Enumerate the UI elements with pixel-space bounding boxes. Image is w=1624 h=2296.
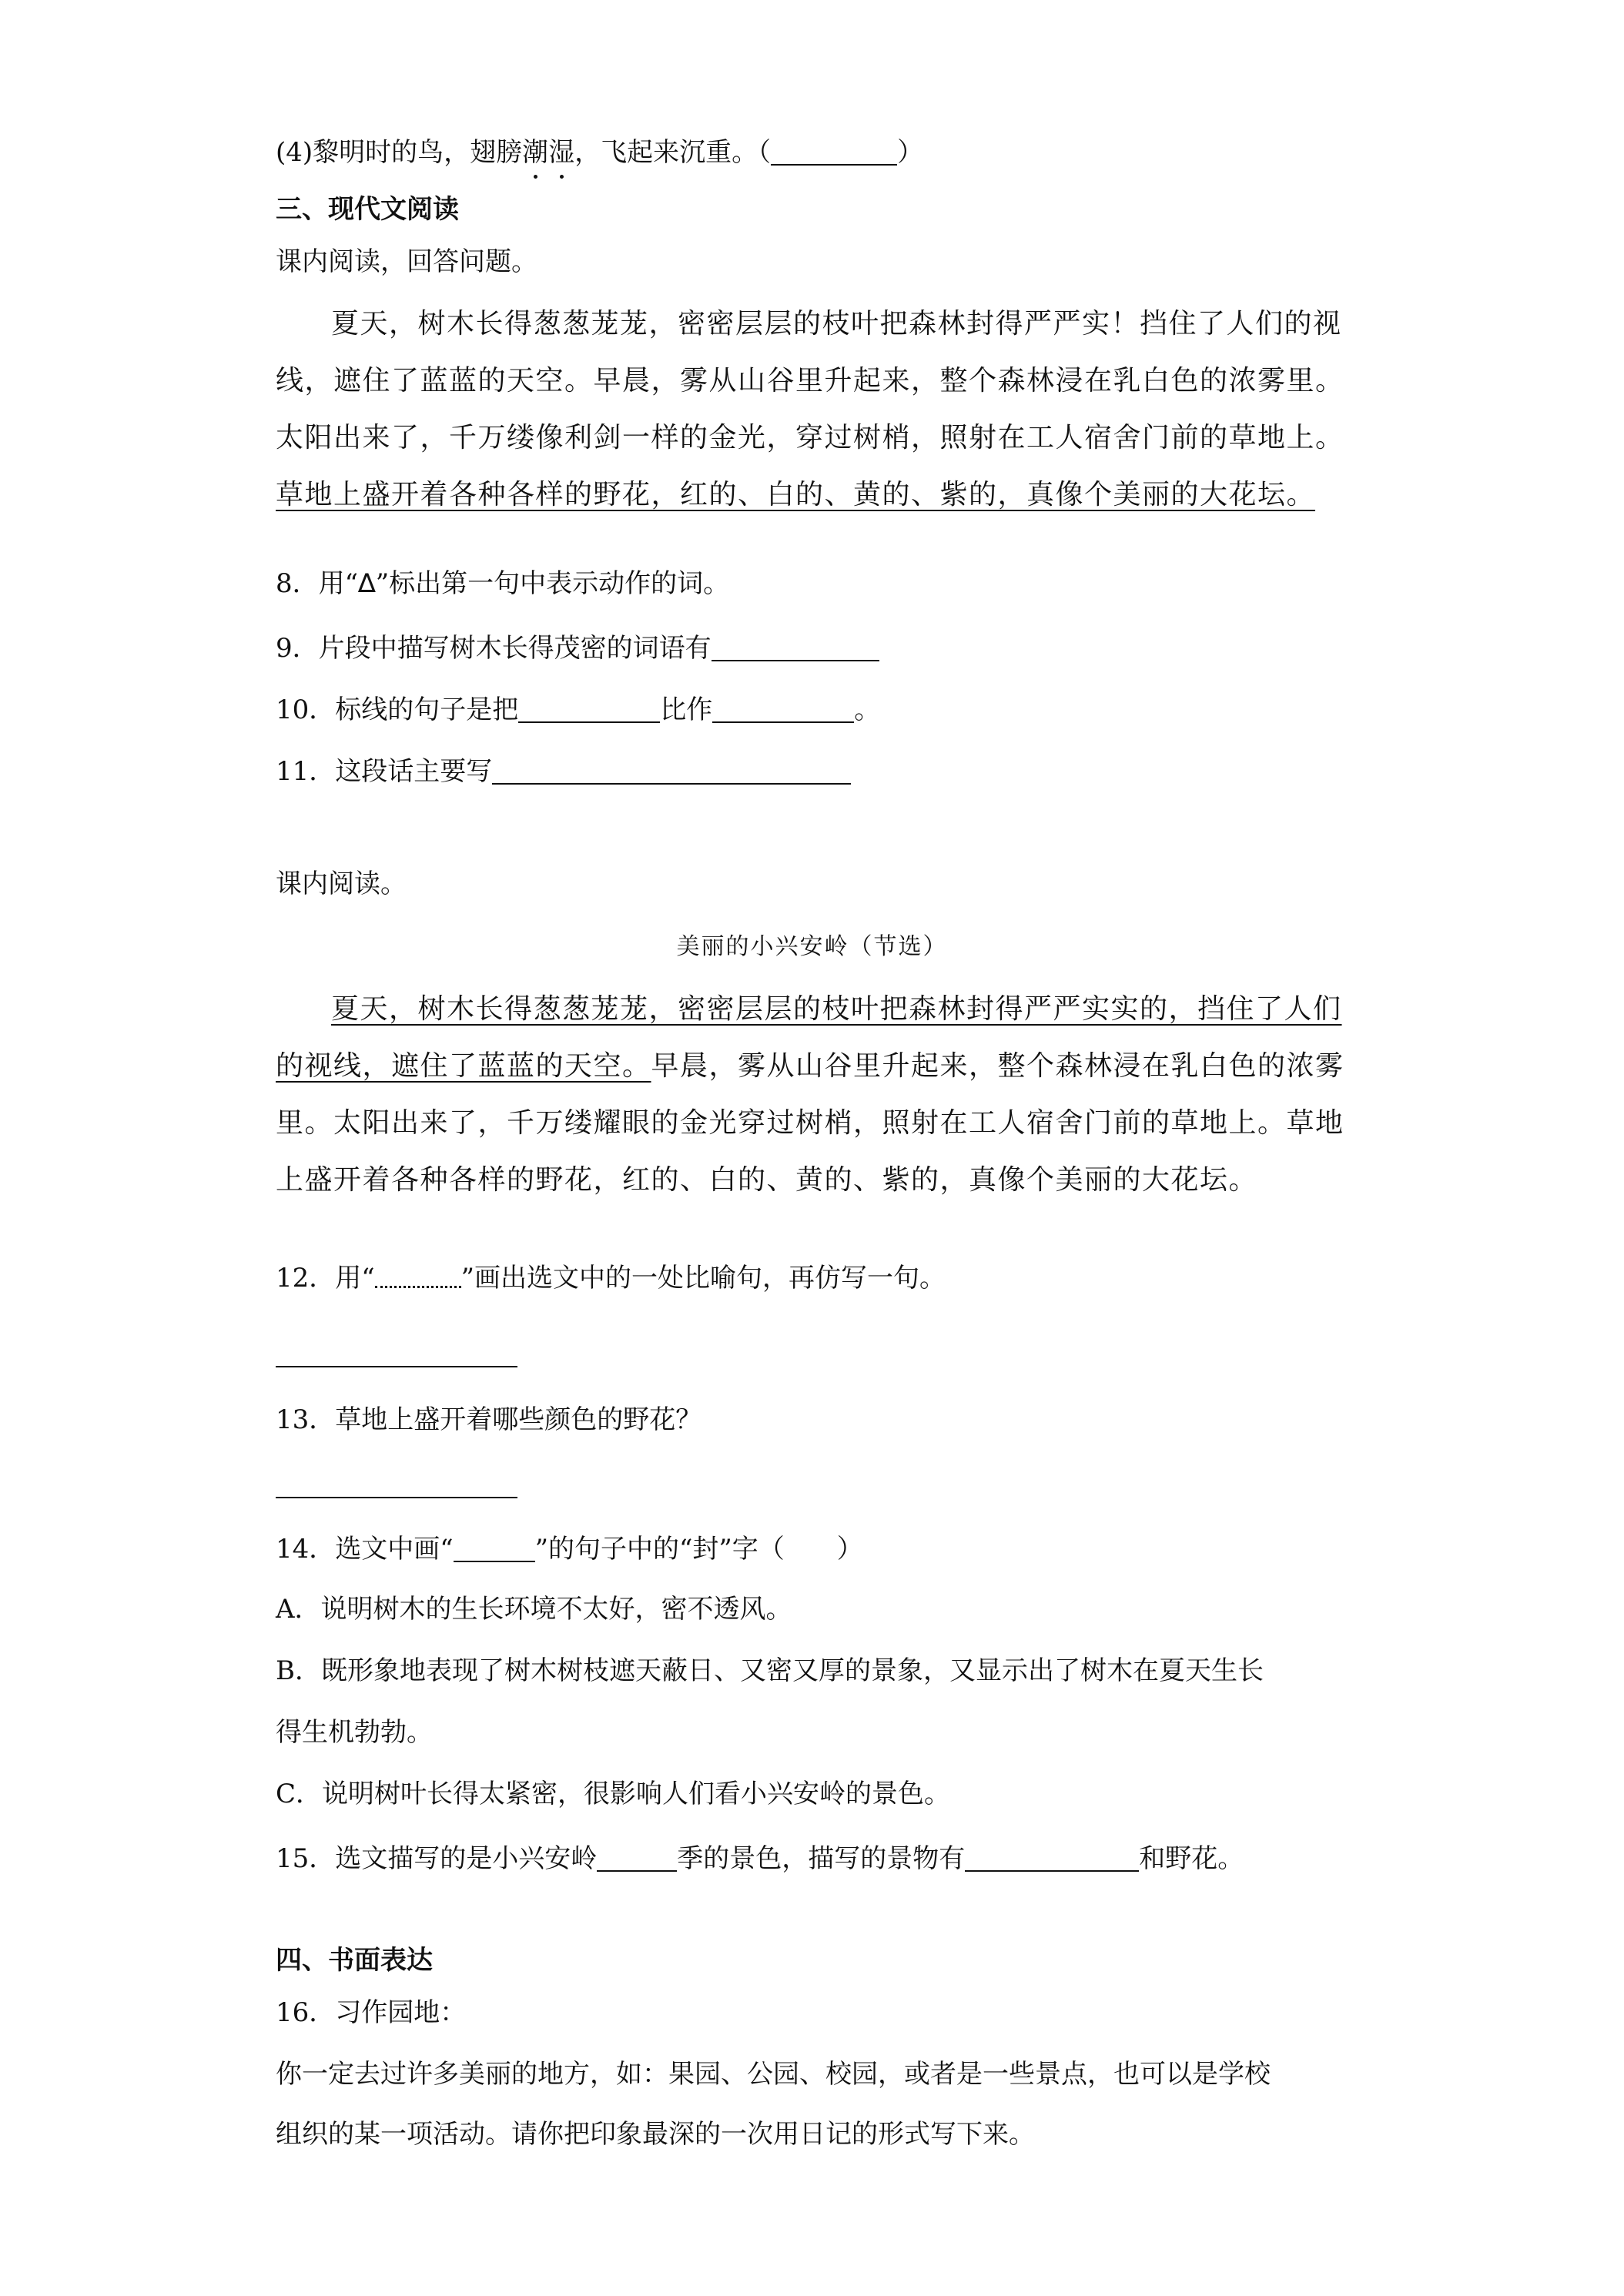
writing-prompt-line-1: 你一定去过许多美丽的地方，如：果园、公园、校园，或者是一些景点，也可以是学校 xyxy=(276,2059,1271,2090)
reading2-title: 美丽的小兴安岭（节选） xyxy=(676,933,948,960)
question-11 xyxy=(276,755,851,788)
q8-text: ”标出第一句中表示动作的词。 xyxy=(375,568,730,599)
underlined-sentence: 夏天，树木长得葱葱茏茏，密密层层的枝叶把森林封得严严实实的，挡住了人们的视线，遮住了蓝蓝的天空。 xyxy=(276,993,1342,1082)
answer-blank[interactable] xyxy=(597,1844,677,1872)
question-9 xyxy=(276,631,879,665)
q10-text: 。 xyxy=(854,694,881,725)
q14-text: ”的句子中的“封”字（ ） xyxy=(534,1534,863,1565)
q15-text: 15．选文描写的是小兴安岭 xyxy=(276,1843,598,1874)
reading2-intro: 课内阅读。 xyxy=(276,869,407,899)
underline-sample xyxy=(454,1535,535,1562)
reading1-intro: 课内阅读，回答问题。 xyxy=(276,246,537,277)
option-a[interactable]: A．说明树木的生长环境不太好，密不透风。 xyxy=(276,1594,792,1625)
answer-line[interactable] xyxy=(276,1366,517,1367)
answer-blank[interactable] xyxy=(492,757,851,785)
q8-text: 8．用“ xyxy=(276,568,359,599)
question-10 xyxy=(276,693,880,727)
q10-text: 比作 xyxy=(660,694,713,725)
q11-text: 11．这段话主要写 xyxy=(276,756,493,787)
underlined-sentence: 草地上盛开着各种各样的野花，红的、白的、黄的、紫的，真像个美丽的大花坛。 xyxy=(276,479,1316,510)
question-14 xyxy=(276,1532,863,1566)
option-b[interactable]: B．既形象地表现了树木树枝遮天蔽日、又密又厚的景象，又显示出了树木在夏天生长 xyxy=(276,1655,1264,1686)
q4-text: ，飞起来沉重。（ xyxy=(574,137,772,168)
answer-blank[interactable] xyxy=(712,695,854,723)
passage-text: 夏天，树木长得葱葱茏茏，密密层层的枝叶把森林封得严严实！挡住了人们的视线，遮住了蓝蓝的天空。早晨，雾从山谷里升起来，整个森林浸在乳白色的浓雾里。太阳出来了，千万缕像利剑一样的金光，穿过树梢，照射在工人宿舍门前的草地上。 xyxy=(276,308,1344,454)
question-13: 13．草地上盛开着哪些颜色的野花？ xyxy=(276,1404,702,1435)
dotted-char: 潮 xyxy=(522,137,549,168)
section-4-title: 四、书面表达 xyxy=(276,1945,433,1976)
answer-blank[interactable] xyxy=(518,695,660,723)
section-3-title: 三、现代文阅读 xyxy=(276,194,459,225)
answer-blank[interactable] xyxy=(712,634,879,661)
question-15 xyxy=(276,1842,1244,1876)
question-4-line xyxy=(276,136,923,169)
option-c[interactable]: C．说明树叶长得太紧密，很影响人们看小兴安岭的景色。 xyxy=(276,1779,951,1809)
q12-text: ”画出选文中的一处比喻句，再仿写一句。 xyxy=(460,1263,946,1294)
q12-text: 12．用“ xyxy=(276,1263,375,1294)
q4-text: ） xyxy=(897,137,924,168)
answer-line[interactable] xyxy=(276,1497,517,1498)
answer-blank[interactable] xyxy=(965,1844,1139,1872)
answer-blank[interactable] xyxy=(771,138,897,166)
q15-text: 和野花。 xyxy=(1139,1843,1244,1874)
reading1-passage xyxy=(276,296,1354,524)
q14-text: 14．选文中画“ xyxy=(276,1534,454,1565)
writing-prompt-line-2: 组织的某一项活动。请你把印象最深的一次用日记的形式写下来。 xyxy=(276,2119,1035,2150)
wavy-line-icon xyxy=(375,1275,461,1288)
dotted-char: 湿 xyxy=(548,137,575,168)
option-b-continued[interactable]: 得生机勃勃。 xyxy=(276,1717,433,1748)
triangle-mark-icon: ∆ xyxy=(358,568,376,599)
q10-text: 10．标线的句子是把 xyxy=(276,694,519,725)
q15-text: 季的景色，描写的景物有 xyxy=(677,1843,966,1874)
question-12 xyxy=(276,1261,946,1295)
q9-text: 9．片段中描写树木长得茂密的词语有 xyxy=(276,633,712,664)
question-8 xyxy=(276,567,729,601)
passage-text: 早晨，雾从山谷里升起来，整个森林浸在乳白色的浓雾里。太阳出来了，千万缕耀眼的金光穿过树梢，照射在工人宿舍门前的草地上。草地上盛开着各种各样的野花，红的、白的、黄的、紫的，真像个美丽的大花坛。 xyxy=(276,1050,1344,1196)
question-16: 16．习作园地： xyxy=(276,1997,467,2028)
reading2-passage xyxy=(276,981,1354,1209)
q4-text: (4)黎明时的鸟，翅膀 xyxy=(276,137,523,168)
